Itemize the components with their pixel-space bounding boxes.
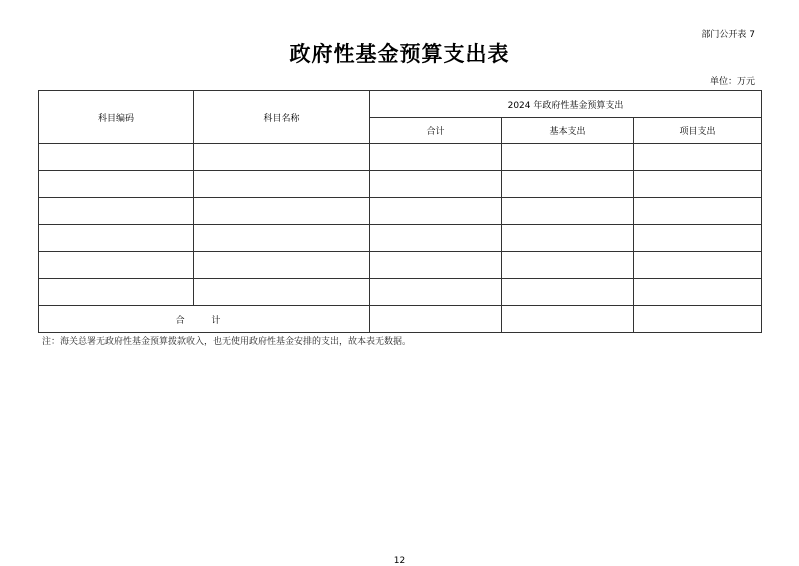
table-cell [39, 225, 194, 252]
table-cell [634, 198, 762, 225]
table-cell [634, 252, 762, 279]
unit-label: 单位：万元 [709, 77, 755, 87]
table-row [39, 198, 762, 225]
table-cell [634, 279, 762, 306]
table-cell [194, 279, 370, 306]
table-cell [194, 198, 370, 225]
table-total-row [39, 306, 762, 333]
table-note: 注：海关总署无政府性基金预算拨款收入，也无使用政府性基金安排的支出，故本表无数据。 [42, 337, 412, 347]
table-row [39, 252, 762, 279]
table-cell [370, 279, 502, 306]
column-header-project: 项目支出 [634, 118, 762, 144]
table-cell [634, 306, 762, 333]
table-cell [39, 279, 194, 306]
table-cell [502, 252, 634, 279]
table-cell [39, 252, 194, 279]
table-cell [634, 225, 762, 252]
column-group-header: 2024 年政府性基金预算支出 [370, 91, 762, 118]
table-row [39, 144, 762, 171]
table-id-label: 部门公开表 7 [701, 30, 755, 40]
page-number: 12 [393, 556, 406, 566]
table-cell [194, 171, 370, 198]
column-header-total: 合计 [370, 118, 502, 144]
table-row [39, 171, 762, 198]
table-cell [502, 144, 634, 171]
table-cell [634, 171, 762, 198]
budget-table [38, 90, 762, 333]
table-cell [194, 225, 370, 252]
table-cell [194, 252, 370, 279]
table-cell [39, 144, 194, 171]
total-row-label: 合 计 [39, 306, 370, 333]
column-header-name: 科目名称 [194, 91, 370, 144]
table-cell [370, 171, 502, 198]
table-cell [502, 279, 634, 306]
table-cell [502, 198, 634, 225]
column-header-basic: 基本支出 [502, 118, 634, 144]
table-cell [370, 225, 502, 252]
table-row [39, 279, 762, 306]
table-cell [194, 144, 370, 171]
table-cell [634, 144, 762, 171]
table-cell [39, 198, 194, 225]
table-header-row [39, 91, 762, 118]
table-cell [502, 171, 634, 198]
table-cell [370, 252, 502, 279]
table-row [39, 225, 762, 252]
table-cell [502, 306, 634, 333]
table-cell [39, 171, 194, 198]
table-cell [370, 144, 502, 171]
table-cell [370, 306, 502, 333]
table-cell [370, 198, 502, 225]
table-cell [502, 225, 634, 252]
column-header-code: 科目编码 [39, 91, 194, 144]
page-title: 政府性基金预算支出表 [289, 41, 510, 66]
